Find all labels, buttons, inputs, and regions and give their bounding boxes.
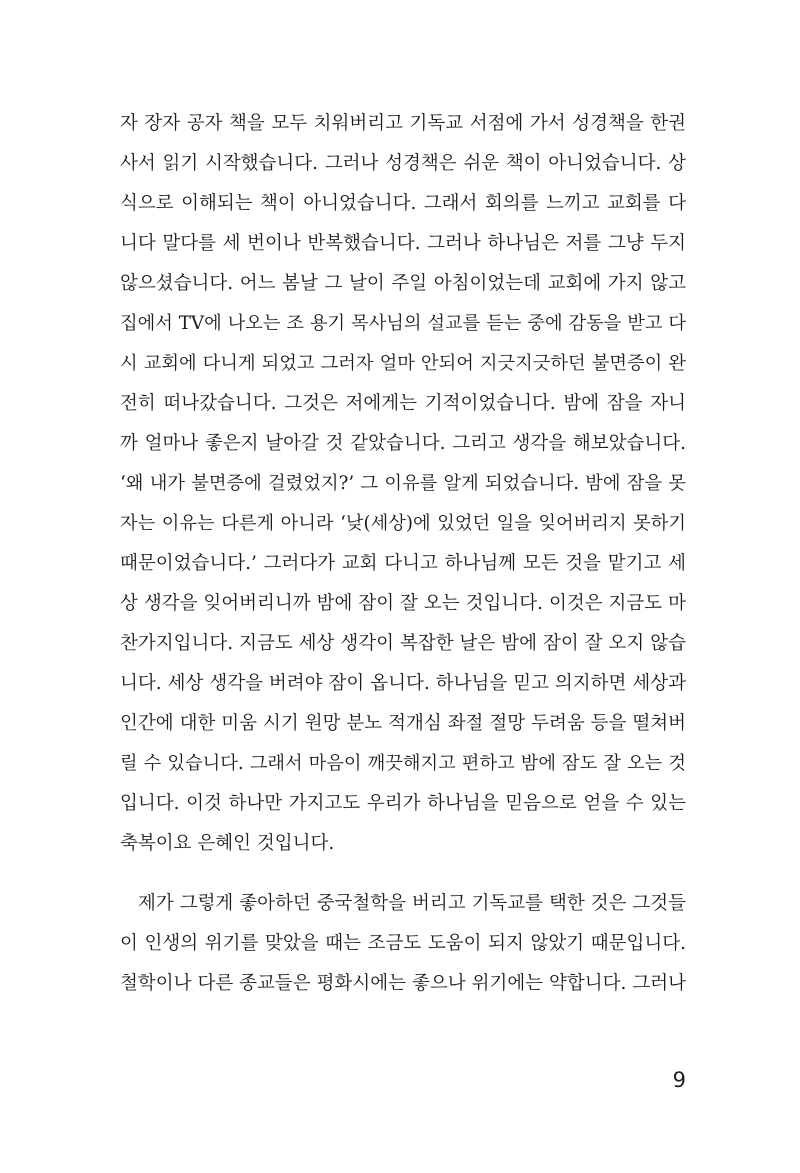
text-line: 제가 그렇게 좋아하던 중국철학을 버리고 기독교를 택한 것은 그것들 — [138, 893, 686, 914]
text-line: 때문이었습니다.’ 그러다가 교회 다니고 하나님께 모든 것을 맡기고 세 — [120, 553, 686, 574]
text-line: 집에서 TV에 나오는 조 용기 목사님의 설교를 듣는 중에 감동을 받고 다 — [120, 313, 686, 334]
text-line: 니다 말다를 세 번이나 반복했습니다. 그러나 하나님은 저를 그냥 두지 — [120, 233, 686, 254]
text-line: 사서 읽기 시작했습니다. 그러나 성경책은 쉬운 책이 아니었습니다. 상 — [120, 153, 686, 174]
text-line: 입니다. 이것 하나만 가지고도 우리가 하나님을 믿음으로 얻을 수 있는 — [120, 793, 686, 814]
text-line: 식으로 이해되는 책이 아니었습니다. 그래서 회의를 느끼고 교회를 다 — [120, 193, 686, 214]
text-line: 찬가지입니다. 지금도 세상 생각이 복잡한 날은 밤에 잠이 잘 오지 않습 — [120, 633, 686, 654]
text-line: 철학이나 다른 종교들은 평화시에는 좋으나 위기에는 약합니다. 그러나 — [120, 973, 686, 994]
text-line: 자는 이유는 다른게 아니라 ‘낮(세상)에 있었던 일을 잊어버리지 못하기 — [120, 513, 686, 534]
text-line: ‘왜 내가 불면증에 걸렸었지?’ 그 이유를 알게 되었습니다. 밤에 잠을 못 — [120, 473, 686, 494]
text-line: 상 생각을 잊어버리니까 밤에 잠이 잘 오는 것입니다. 이것은 지금도 마 — [120, 593, 686, 614]
text-line: 이 인생의 위기를 맞았을 때는 조금도 도움이 되지 않았기 때문입니다. — [120, 933, 686, 954]
text-line: 릴 수 있습니다. 그래서 마음이 깨끗해지고 편하고 밤에 잠도 잘 오는 것 — [120, 753, 686, 774]
text-line: 니다. 세상 생각을 버려야 잠이 옵니다. 하나님을 믿고 의지하면 세상과 — [120, 673, 686, 694]
paragraph — [120, 884, 686, 1004]
text-line: 자 장자 공자 책을 모두 치워버리고 기독교 서점에 가서 성경책을 한권 — [120, 113, 686, 134]
paragraph — [120, 104, 686, 864]
page-number: 9 — [672, 1068, 686, 1092]
text-line: 까 얼마나 좋은지 날아갈 것 같았습니다. 그리고 생각을 해보았습니다. — [120, 433, 686, 454]
text-line: 전히 떠나갔습니다. 그것은 저에게는 기적이었습니다. 밤에 잠을 자니 — [120, 393, 686, 414]
text-line: 축복이요 은혜인 것입니다. — [120, 833, 335, 854]
text-line: 시 교회에 다니게 되었고 그러자 얼마 안되어 지긋지긋하던 불면증이 완 — [120, 353, 686, 374]
text-line: 인간에 대한 미움 시기 원망 분노 적개심 좌절 절망 두려움 등을 떨쳐버 — [120, 713, 686, 734]
text-line: 않으셨습니다. 어느 봄날 그 날이 주일 아침이었는데 교회에 가지 않고 — [120, 273, 686, 294]
